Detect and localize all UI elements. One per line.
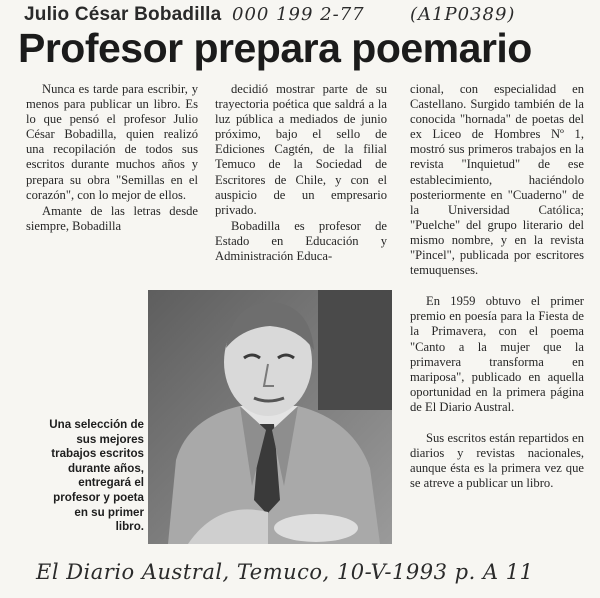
- handwritten-catalog-code: 000 199 2-77: [232, 4, 365, 25]
- paragraph: Nunca es tarde para escribir, y menos para publicar un libro. Es lo que pensó el profesor Julio César Bobadilla, quien realizó una recopilación de todos sus escritos durante muchos años y prepara su obra "Semillas en el corazón", con lo mejor de ellos.: [26, 82, 198, 202]
- handwritten-source-note: El Diario Austral, Temuco, 10-V-1993 p. A 11: [36, 560, 534, 584]
- paragraph: En 1959 obtuvo el primer premio en poesía para la Fiesta de la Primavera, con el poema "Canto a la mujer que la primavera transforma en mariposa", publicado en aquella oportunidad en la primera página de El Diario Austral.: [410, 294, 584, 414]
- paragraph: Amante de las letras desde siempre, Bobadilla: [26, 203, 198, 233]
- article-column-3: [410, 82, 584, 491]
- portrait-illustration: [148, 290, 392, 544]
- article-column-1: [26, 82, 198, 234]
- paragraph: Bobadilla es profesor de Estado en Educación y Administración Educa-: [215, 218, 387, 264]
- paragraph: decidió mostrar parte de su trayectoria poética que saldrá a la luz pública a mediados de junio próximo, bajo el sello de Ediciones Cagtén, de la filial Temuco de la Sociedad de Escritores de Chile, y con el auspicio de un empresario privado.: [215, 82, 387, 217]
- paragraph: Sus escritos están repartidos en diarios y revistas nacionales, aunque ésta es la primera vez que se atreve a publicar un libro.: [410, 430, 584, 491]
- author-photo: [148, 290, 392, 544]
- photo-caption: Una selección de sus mejores trabajos escritos durante años, entregará el profesor y poeta en su primer libro.: [49, 418, 144, 534]
- article-column-2: [215, 82, 387, 264]
- headline: Profesor prepara poemario: [18, 25, 532, 71]
- author-byline: Julio César Bobadilla: [24, 4, 222, 25]
- handwritten-archive-id: (A1P0389): [410, 4, 516, 25]
- paragraph: cional, con especialidad en Castellano. Surgido también de la conocida "hornada" de poetas del ex Liceo de Hombres Nº 1, mostró sus primeros trabajos en la revista "Inquietud" de ese establecimiento, haciéndolo posteriormente en "Cuaderno" de la Universidad Católica; "Puelche" del grupo literario del mismo nombre, y en la revista "Pincel", publicada por escritores temuquenses.: [410, 82, 584, 278]
